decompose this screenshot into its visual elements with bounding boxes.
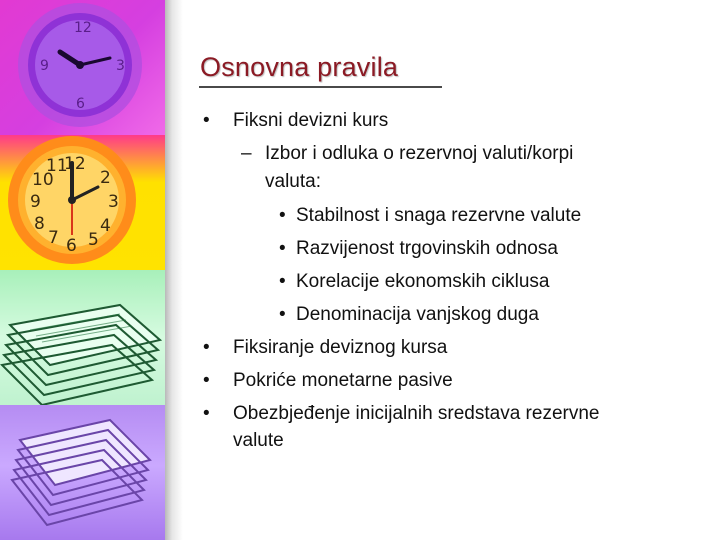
svg-text:5: 5: [88, 230, 99, 250]
bullet-marker: •: [203, 403, 210, 424]
svg-text:7: 7: [48, 228, 59, 248]
svg-text:6: 6: [66, 236, 77, 256]
list-item: Izbor i odluka o rezervnoj valuti/korpi: [265, 143, 574, 164]
slide-title: Osnovna pravila: [200, 52, 399, 82]
bullet-marker: •: [279, 304, 286, 325]
list-item: Pokriće monetarne pasive: [233, 370, 453, 391]
list-item: Stabilnost i snaga rezervne valute: [296, 205, 582, 226]
list-item: Obezbjeđenje inicijalnih sredstava rezervne: [233, 403, 600, 424]
svg-text:12: 12: [74, 20, 92, 36]
bullet-marker: •: [279, 205, 286, 226]
svg-text:3: 3: [108, 192, 119, 212]
svg-text:9: 9: [30, 192, 41, 212]
svg-text:3: 3: [116, 58, 125, 74]
list-item-continuation: valute: [233, 430, 284, 451]
svg-text:12: 12: [64, 154, 86, 174]
bullet-marker: •: [203, 370, 210, 391]
svg-text:8: 8: [34, 214, 45, 234]
svg-text:6: 6: [76, 96, 85, 112]
svg-text:4: 4: [100, 216, 111, 236]
bullet-marker: •: [203, 110, 210, 131]
list-item-continuation: valuta:: [265, 171, 321, 192]
list-item: Fiksni devizni kurs: [233, 110, 389, 131]
svg-text:11: 11: [46, 156, 68, 176]
dash-marker: –: [241, 143, 252, 164]
list-item: Razvijenost trgovinskih odnosa: [296, 238, 558, 259]
bullet-marker: •: [203, 337, 210, 358]
svg-text:2: 2: [100, 168, 111, 188]
svg-text:10: 10: [32, 170, 54, 190]
bullet-marker: •: [279, 238, 286, 259]
svg-text:9: 9: [40, 58, 49, 74]
list-item: Denominacija vanjskog duga: [296, 304, 539, 325]
bullet-marker: •: [279, 271, 286, 292]
list-item: Fiksiranje deviznog kursa: [233, 337, 448, 358]
list-item: Korelacije ekonomskih ciklusa: [296, 271, 550, 292]
